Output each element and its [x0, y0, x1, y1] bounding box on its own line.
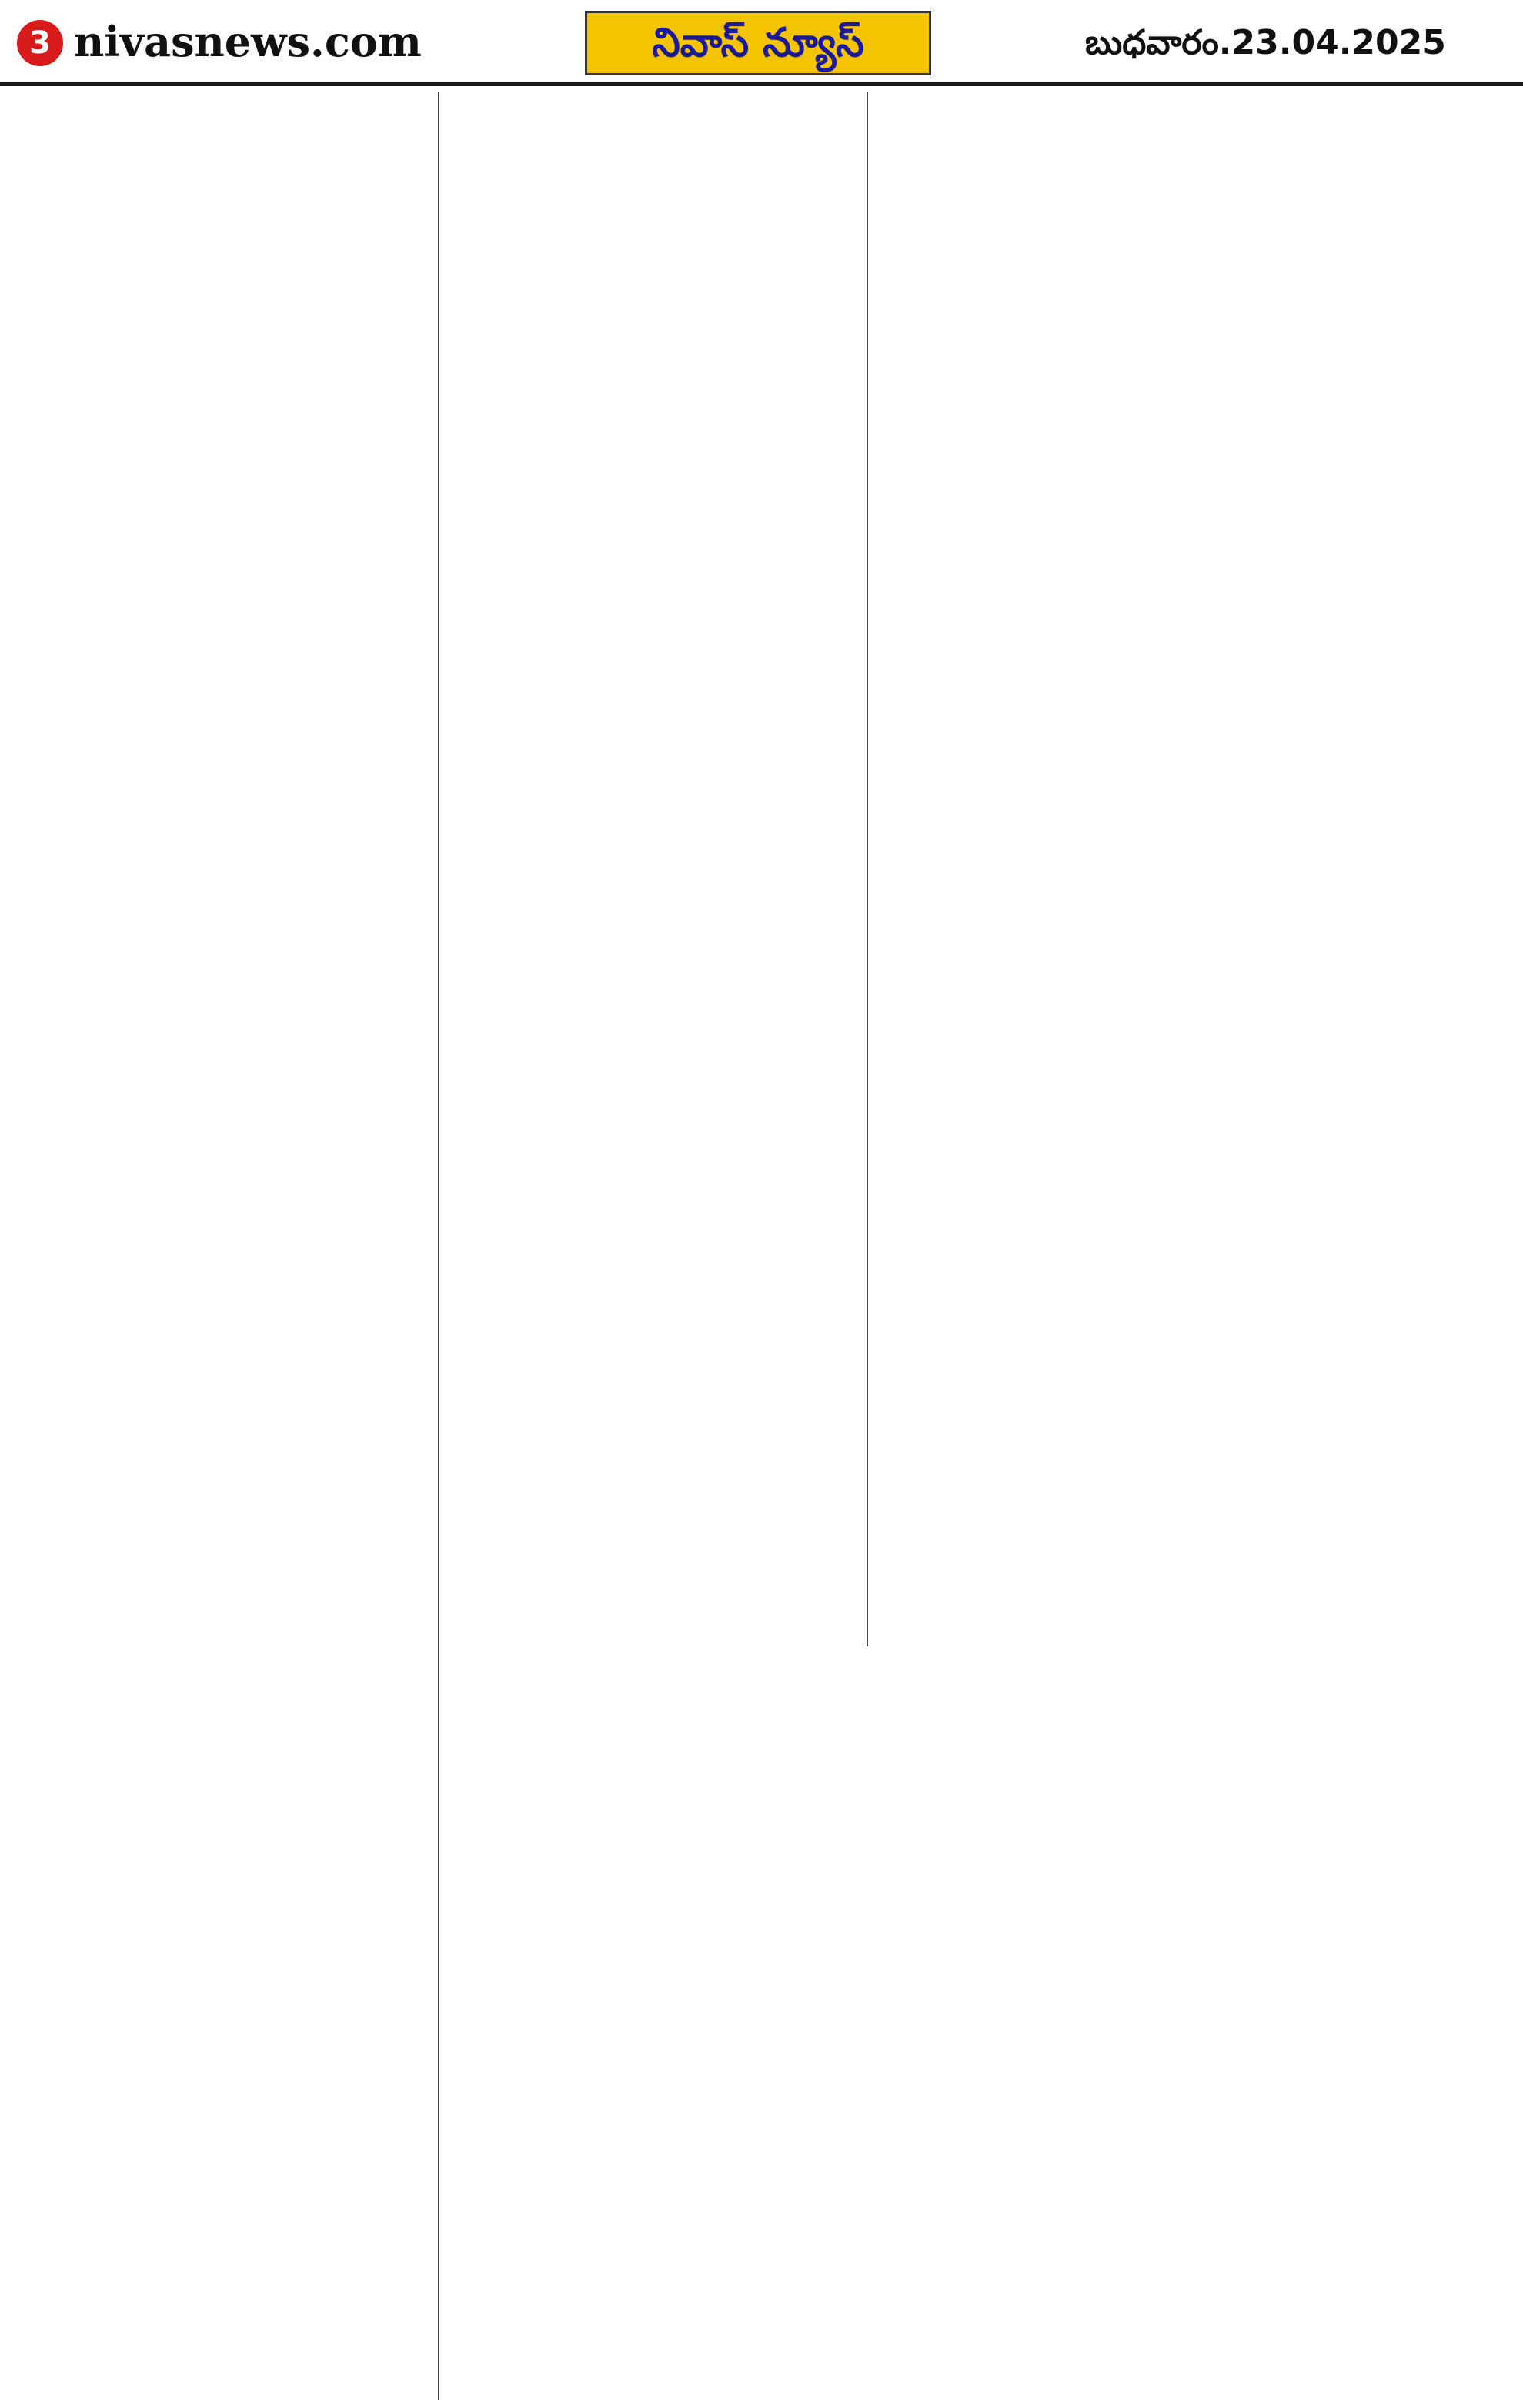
- date: బుధవారం.23.04.2025: [1085, 23, 1446, 62]
- column-rule: [438, 92, 439, 2400]
- masthead: [0, 0, 1523, 86]
- site-url[interactable]: nivasnews.com: [74, 17, 422, 66]
- page-number: 3: [17, 20, 63, 66]
- paper-name: నివాస్ న్యూస్: [585, 11, 931, 75]
- column-rule: [867, 92, 868, 1646]
